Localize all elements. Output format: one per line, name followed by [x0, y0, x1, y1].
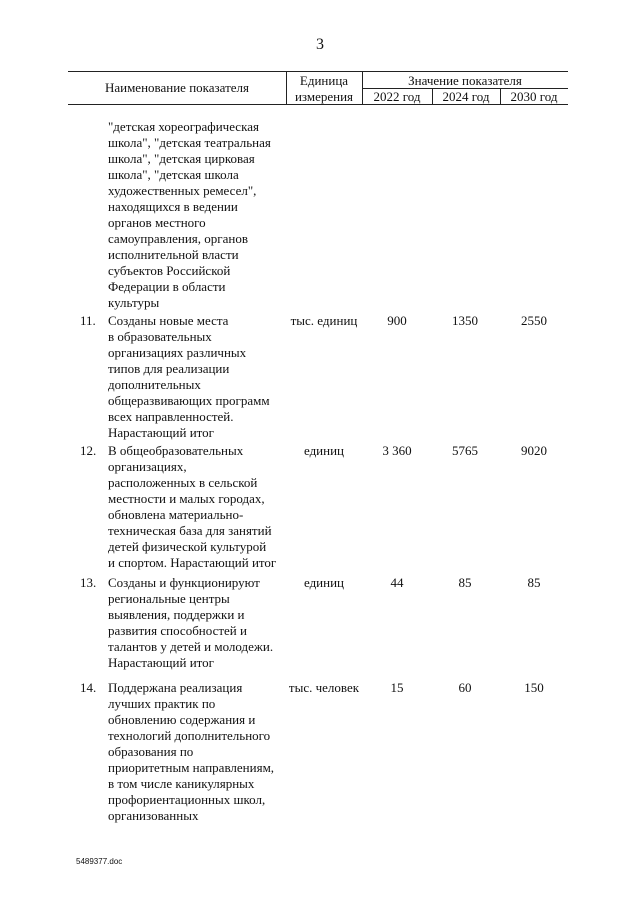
text-line: "детская хореографическая — [108, 119, 259, 134]
row-value-2030: 150 — [524, 680, 544, 695]
row-value-2022: 44 — [390, 575, 404, 590]
row-value-2024: 5765 — [452, 443, 478, 458]
text-line: органов местного — [108, 215, 206, 230]
text-line: художественных ремесел", — [108, 183, 257, 198]
text-line: приоритетным направлениям, — [108, 760, 275, 775]
document-footer: 5489377.doc — [76, 857, 123, 866]
header-top-rule — [68, 71, 568, 72]
text-line: региональные центры — [108, 591, 230, 606]
row-number: 14. — [80, 680, 97, 695]
text-line: организованных — [108, 808, 199, 823]
column-header-name: Наименование показателя — [104, 80, 250, 95]
row-unit: единиц — [303, 575, 345, 590]
row-description — [108, 575, 273, 671]
text-line: общеразвивающих программ — [108, 393, 270, 408]
text-line: профориентационных школ, — [108, 792, 266, 807]
header-bottom-rule — [68, 104, 568, 105]
text-line: самоуправления, органов — [108, 231, 248, 246]
text-line: всех направленностей. — [108, 409, 234, 424]
row-value-2022: 3 360 — [382, 443, 412, 458]
row-description — [108, 313, 270, 441]
text-line: технологий дополнительного — [108, 728, 271, 743]
text-line: техническая база для занятий — [108, 523, 272, 538]
text-line: В общеобразовательных — [108, 443, 244, 458]
text-line: Поддержана реализация — [108, 680, 243, 695]
row-value-2024: 60 — [458, 680, 472, 695]
text-line: Созданы новые места — [108, 313, 229, 328]
row-unit: единиц — [303, 443, 345, 458]
column-header-value-title: Значение показателя — [408, 73, 522, 88]
column-header-year-2030: 2030 год — [510, 89, 558, 104]
text-line: школа", "детская школа — [108, 167, 239, 182]
text-line: обновлению содержания и — [108, 712, 256, 727]
text-line: образования по — [108, 744, 194, 759]
text-line: в образовательных — [108, 329, 212, 344]
text-line: местности и малых городах, — [108, 491, 265, 506]
text-line: лучших практик по — [108, 696, 216, 711]
column-header-unit-line1: Единица — [299, 73, 349, 88]
text-line: школа", "детская цирковая — [108, 151, 255, 166]
row-value-2024: 1350 — [452, 313, 478, 328]
row-value-2022: 900 — [387, 313, 407, 328]
row-unit: тыс. человек — [288, 680, 360, 695]
text-line: обновлена материально- — [108, 507, 244, 522]
text-line: дополнительных — [108, 377, 201, 392]
text-line: выявления, поддержки и — [108, 607, 245, 622]
text-line: организациях, — [108, 459, 187, 474]
text-line: в том числе каникулярных — [108, 776, 255, 791]
text-line: находящихся в ведении — [108, 199, 238, 214]
text-line: талантов у детей и молодежи. — [108, 639, 274, 654]
text-line: культуры — [108, 295, 160, 310]
row-number: 11. — [80, 313, 96, 328]
row-value-2024: 85 — [458, 575, 472, 590]
text-line: Нарастающий итог — [108, 655, 214, 670]
continuation-text — [108, 119, 271, 311]
text-line: типов для реализации — [108, 361, 230, 376]
text-line: детей физической культурой — [108, 539, 267, 554]
row-value-2030: 9020 — [521, 443, 547, 458]
text-line: организациях различных — [108, 345, 247, 360]
text-line: школа", "детская театральная — [108, 135, 271, 150]
column-header-year-2022: 2022 год — [373, 89, 421, 104]
row-unit: тыс. единиц — [290, 313, 358, 328]
row-description — [108, 680, 274, 824]
text-line: и спортом. Нарастающий итог — [108, 555, 277, 570]
text-line: субъектов Российской — [108, 263, 231, 278]
text-line: Нарастающий итог — [108, 425, 214, 440]
page-number: 3 — [316, 36, 324, 53]
text-line: Федерации в области — [108, 279, 226, 294]
row-value-2022: 15 — [390, 680, 404, 695]
column-header-unit-line2: измерения — [294, 89, 354, 104]
row-description — [108, 443, 276, 571]
row-value-2030: 85 — [527, 575, 541, 590]
row-number: 13. — [80, 575, 97, 590]
column-header-year-2024: 2024 год — [442, 89, 490, 104]
text-line: Созданы и функционируют — [108, 575, 260, 590]
row-value-2030: 2550 — [521, 313, 547, 328]
text-line: расположенных в сельской — [108, 475, 258, 490]
text-line: развития способностей и — [108, 623, 247, 638]
row-number: 12. — [80, 443, 97, 458]
text-line: исполнительной власти — [108, 247, 239, 262]
